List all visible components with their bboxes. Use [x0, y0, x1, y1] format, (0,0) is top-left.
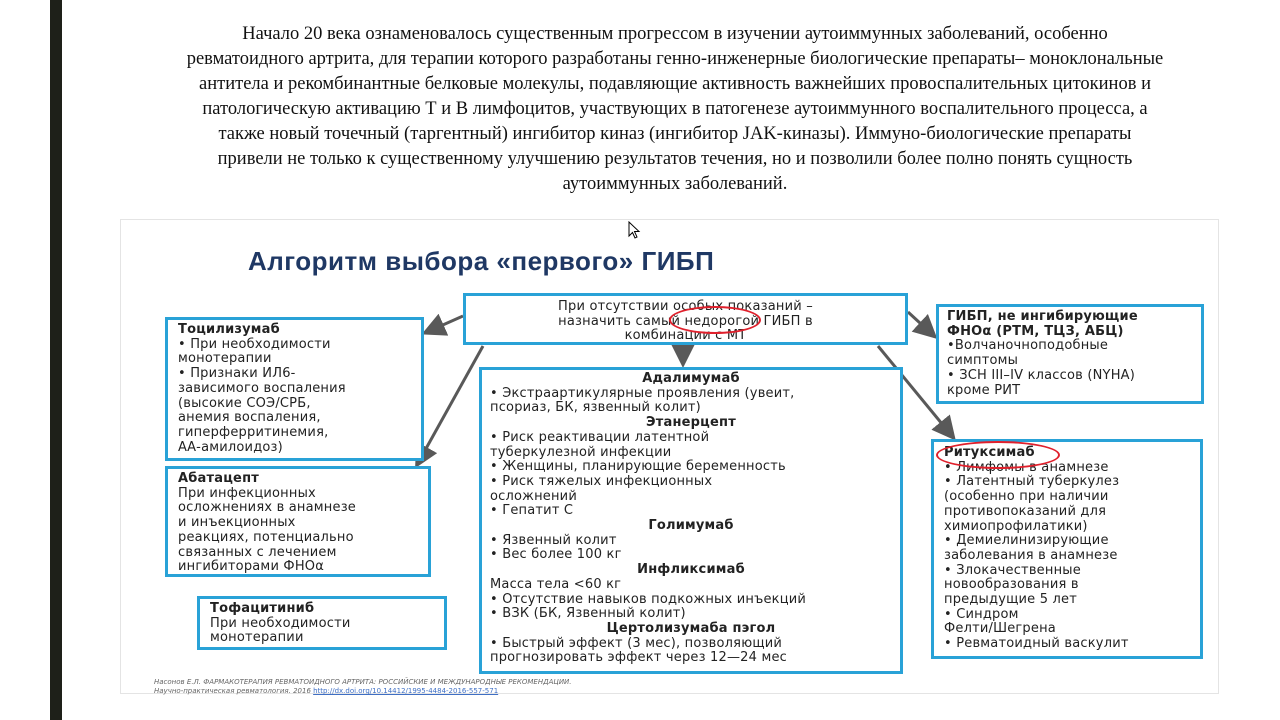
etanercept-line: • Женщины, планирующие беременность	[490, 459, 786, 475]
citation-journal: Научно-практическая ревматология. 2016	[154, 687, 314, 695]
tocilizumab-line: анемия воспаления,	[178, 410, 321, 426]
tofacitinib-line: монотерапии	[210, 630, 304, 646]
infliximab-line: Масса тела <60 кг	[490, 576, 622, 592]
left-margin	[0, 0, 50, 720]
gibp-line: •Волчаночноподобные	[947, 338, 1109, 354]
abatacept-line: При инфекционных	[178, 485, 316, 501]
tofacitinib-title: Тофацитиниб	[210, 601, 315, 616]
rituximab-line: • Латентный туберкулез	[944, 474, 1120, 490]
tofacitinib-box	[197, 596, 447, 650]
abatacept-box	[165, 466, 431, 577]
algorithm-slide-image	[120, 219, 1219, 694]
citation-line2	[154, 687, 572, 696]
gibp-line: симптомы	[947, 353, 1019, 369]
left-dark-stripe	[50, 0, 62, 720]
abatacept-line: осложнениях в анамнезе	[178, 500, 357, 516]
certolizumab-line: • Быстрый эффект (3 мес), позволяющий	[490, 635, 783, 651]
rituximab-title: Ритуксимаб	[944, 445, 1035, 460]
intro-line: привели не только к существенному улучшению результатов течения, но и позволили более полно понять сущность	[217, 149, 1133, 169]
rituximab-line: (особенно при наличии	[944, 489, 1109, 505]
rituximab-line: • Лимфомы в анамнезе	[944, 459, 1109, 475]
certolizumab-line: прогнозировать эффект через 12—24 мес	[490, 650, 788, 666]
rituximab-line: • Злокачественные	[944, 562, 1081, 578]
citation-line1: Насонов Е.Л. ФАРМАКОТЕРАПИЯ РЕВМАТОИДНОГО АРТРИТА: РОССИЙСКИЕ И МЕЖДУНАРОДНЫЕ РЕКОМЕНДАЦИИ.	[154, 678, 572, 686]
abatacept-line: ингибиторами ФНОα	[178, 559, 324, 575]
gibp-title-line1: ГИБП, не ингибирующие	[947, 309, 1138, 324]
arrow-to-tocilizumab	[427, 316, 463, 332]
golimumab-line: • Вес более 100 кг	[490, 547, 622, 563]
rituximab-line: противопоказаний для	[944, 503, 1107, 519]
intro-line: Начало 20 века ознаменовалось существенным прогрессом в изучении аутоиммунных заболеваний, особенно	[242, 24, 1108, 44]
abatacept-title: Абатацепт	[178, 471, 259, 486]
etanercept-line: осложнений	[490, 488, 577, 504]
mouse-pointer-icon	[628, 221, 642, 241]
adalimumab-line: • Экстраартикулярные проявления (увеит,	[490, 385, 795, 401]
infliximab-line: • Отсутствие навыков подкожных инъекций	[490, 591, 807, 607]
red-highlight-oval	[669, 306, 761, 334]
gibp-line: • ЗСН III–IV классов (NYHA)	[947, 367, 1136, 383]
tocilizumab-line: монотерапии	[178, 351, 272, 367]
etanercept-line: • Риск тяжелых инфекционных	[490, 473, 713, 489]
tocilizumab-line: • При необходимости	[178, 336, 331, 352]
tnf-inhibitors-box	[479, 367, 903, 674]
intro-line: антитела и рекомбинантные белковые молекулы, подавляющие активность важнейших провоспалительных цитокинов и	[199, 74, 1151, 94]
etanercept-line: • Риск реактивации латентной	[490, 429, 710, 445]
tocilizumab-line: АА-амилоидоз)	[178, 439, 283, 455]
intro-line: аутоиммунных заболеваний.	[562, 174, 788, 194]
intro-line: ревматоидного артрита, для терапии которого разработаны генно-инженерные биологические препараты– моноклональные	[186, 49, 1164, 69]
arrow-to-gibp	[908, 312, 933, 335]
rituximab-line: заболевания в анамнезе	[944, 547, 1118, 563]
certolizumab-title: Цертолизумаба пэгол	[606, 620, 776, 636]
rituximab-box	[931, 439, 1203, 659]
rituximab-highlight-oval	[936, 441, 1060, 469]
rituximab-line: предыдущие 5 лет	[944, 592, 1077, 608]
arrow-to-abatacept	[418, 346, 483, 463]
abatacept-line: реакциях, потенциально	[178, 529, 354, 545]
rituximab-line: • Ревматоидный васкулит	[944, 636, 1129, 652]
etanercept-line: туберкулезной инфекции	[490, 444, 672, 460]
tocilizumab-line: (высокие СОЭ/СРБ,	[178, 395, 311, 411]
golimumab-line: • Язвенный колит	[490, 532, 617, 548]
top-line2-post: ГИБП в	[759, 313, 813, 329]
intro-line: патологическую активацию Т и В лимфоцитов, участвующих в патогенезе аутоиммунного воспалительного процесса, а	[202, 99, 1148, 119]
tocilizumab-box	[165, 317, 424, 461]
tocilizumab-line: зависимого воспаления	[178, 380, 346, 396]
etanercept-line: • Гепатит С	[490, 503, 574, 519]
non-tnf-gibp-box	[936, 304, 1204, 404]
tocilizumab-line: • Признаки ИЛ6-	[178, 366, 296, 382]
citation-footnote	[154, 678, 572, 696]
etanercept-title: Этанерцепт	[646, 415, 736, 431]
slide-title: Алгоритм выбора «первого» ГИБП	[248, 246, 715, 276]
infliximab-line: • ВЗК (БК, Язвенный колит)	[490, 606, 686, 622]
infliximab-title: Инфликсимаб	[637, 562, 745, 578]
rituximab-line: химиопрофилатики)	[944, 518, 1088, 534]
golimumab-title: Голимумаб	[648, 518, 734, 534]
rituximab-line: новообразования в	[944, 577, 1079, 593]
citation-doi-link[interactable]: http://dx.doi.org/10.14412/1995-4484-2016-557-571	[313, 687, 499, 695]
top-line3: комбинации с МТ	[624, 328, 747, 344]
abatacept-line: и инъекционных	[178, 515, 296, 531]
intro-paragraph	[100, 22, 1250, 197]
tofacitinib-line: При необходимости	[210, 615, 351, 631]
highlighted-word: недорогой	[684, 313, 760, 329]
tocilizumab-line: гиперферритинемия,	[178, 424, 329, 440]
adalimumab-title: Адалимумаб	[642, 371, 740, 386]
top-line2-pre: назначить самый	[558, 313, 685, 329]
adalimumab-line: псориаз, БК, язвенный колит)	[490, 400, 701, 416]
abatacept-line: связанных с лечением	[178, 544, 337, 560]
intro-line: также новый точечный (таргентный) ингибитор киназ (ингибитор JAK-киназы). Иммуно-биологические препараты	[218, 124, 1132, 144]
tocilizumab-title: Тоцилизумаб	[178, 322, 280, 337]
top-line1: При отсутствии особых показаний –	[558, 299, 813, 314]
rituximab-line: Фелти/Шегрена	[944, 621, 1056, 637]
rituximab-line: • Синдром	[944, 606, 1019, 622]
rituximab-line: • Демиелинизирующие	[944, 533, 1109, 549]
gibp-title-line2: ФНОα (РТМ, ТЦЗ, АБЦ)	[947, 323, 1124, 339]
gibp-line: кроме РИТ	[947, 382, 1021, 398]
